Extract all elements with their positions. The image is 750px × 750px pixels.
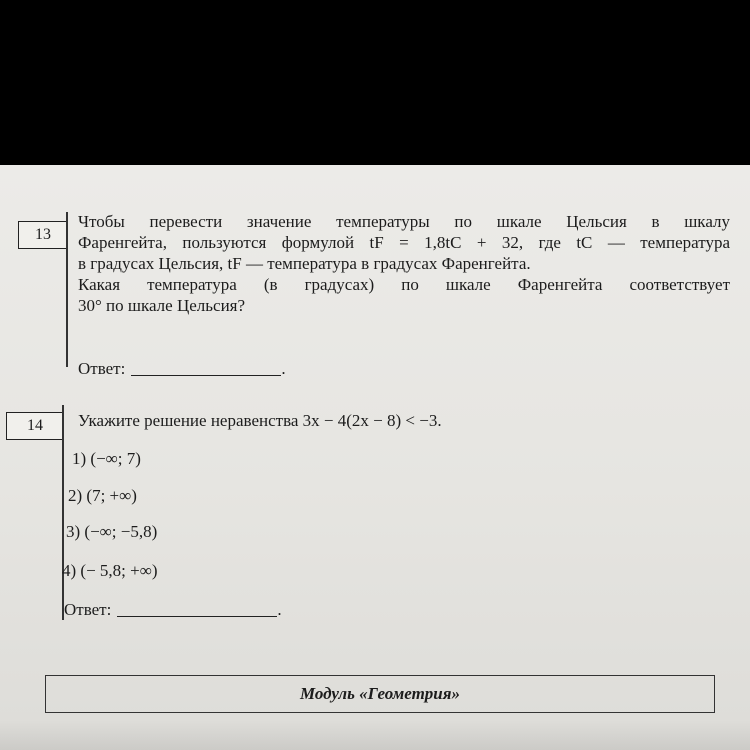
task-14-question: Укажите решение неравенства 3x − 4(2x − 8) < −3. [78,411,442,430]
task-13-line-1: Чтобы перевести значение температуры по шкале Цельсия в шкалу [78,212,730,231]
task-13-answer-label: Ответ: [78,359,126,378]
task-14-answer-label: Ответ: [64,600,112,619]
task-13-answer-field[interactable] [131,359,281,376]
task-13-line-4: Какая температура (в градусах) по шкале Фаренгейта соответствует [78,275,730,294]
module-title: Модуль «Геометрия» [45,675,715,713]
task-14-answer-end: . [277,600,282,619]
task-13-divider [66,212,68,367]
task-13-number-box: 13 [18,221,68,249]
task-14-option-1[interactable]: 1) (−∞; 7) [72,449,141,468]
task-13-answer [78,359,286,379]
task-13-line-5: 30° по шкале Цельсия? [78,296,246,315]
task-14-option-2[interactable]: 2) (7; +∞) [68,486,137,505]
task-14-answer [64,600,282,620]
task-14-number-box: 14 [6,412,64,440]
page-shadow [0,720,750,750]
task-13-line-2: Фаренгейта, пользуются формулой tF = 1,8tC + 32, где tC — температура [78,233,730,252]
task-14-divider [62,405,64,620]
task-13-text [78,211,730,316]
task-13-answer-end: . [281,359,286,378]
task-14-option-4[interactable]: 4) (− 5,8; +∞) [62,561,158,580]
task-14-answer-field[interactable] [117,600,277,617]
task-14-option-3[interactable]: 3) (−∞; −5,8) [66,522,158,541]
task-13-line-3: в градусах Цельсия, tF — температура в градусах Фаренгейта. [78,254,531,273]
